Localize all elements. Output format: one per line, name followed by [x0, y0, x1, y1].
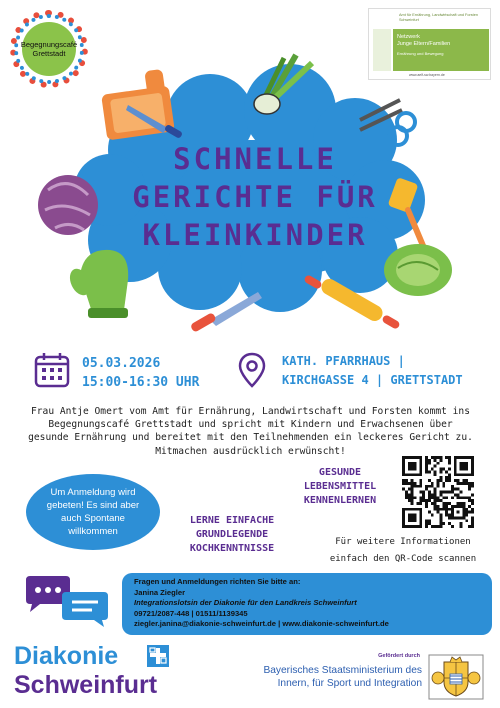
qr-caption-line2: einfach den QR-Code scannen	[329, 554, 477, 564]
event-place-line1: KATH. PFARRHAUS |	[282, 354, 405, 368]
netzwerk-title-line2: Junge Eltern/Familien	[397, 40, 451, 47]
calendar-icon	[34, 352, 70, 388]
ministry-line1: Bayerisches Staatsministerium des	[263, 665, 422, 676]
funded-by-label: Gefördert durch	[378, 653, 420, 659]
diakonie-logo	[14, 642, 214, 700]
logo-text-line2: Grettstadt	[32, 49, 66, 58]
qr-code[interactable]	[402, 456, 474, 528]
netzwerk-url: www.aelf-sw.bayern.de	[409, 73, 445, 77]
event-time: 15:00-16:30 UHR	[82, 375, 200, 390]
diakonie-cross-icon	[147, 645, 169, 667]
diakonie-brand-line1: Diakonie	[14, 642, 119, 670]
location-pin-icon	[238, 352, 266, 390]
tag-cooking-line2: GRUNDLEGENDE	[195, 529, 269, 540]
tag-cooking-line3: KOCHKENNTNISSE	[189, 543, 275, 554]
tag-healthy-line2: LEBENSMITTEL	[303, 481, 377, 492]
registration-note	[26, 474, 160, 550]
qr-caption-line1: Für weitere Informationen	[335, 537, 471, 547]
event-datetime	[82, 354, 222, 392]
contact-email-web[interactable]: ziegler.janina@diakonie-schweinfurt.de | www.diakonie-schweinfurt.de	[134, 619, 389, 629]
registration-note-text: Um Anmeldung wird gebeten! Es sind aber auch Spontane willkommen	[46, 487, 140, 537]
tag-cooking-line1: LERNE EINFACHE	[189, 515, 275, 526]
headline-line3: KLEINKINDER	[142, 218, 368, 252]
netzwerk-authority-line2: Schweinfurt	[399, 17, 419, 22]
contact-intro: Fragen und Anmeldungen richten Sie bitte an:	[134, 577, 301, 586]
headline	[110, 140, 400, 254]
logo-text-line1: Begegnungscafé	[20, 40, 78, 49]
netzwerk-authority-line1: Amt für Ernährung, Landwirtschaft und Forsten	[399, 13, 478, 17]
diakonie-brand-line2: Schweinfurt	[14, 671, 158, 699]
netzwerk-subtitle: Ernährung und Bewegung	[397, 51, 444, 56]
event-date: 05.03.2026	[82, 356, 161, 371]
oven-mitt-icon	[66, 250, 128, 318]
bavarian-coat-of-arms-icon	[428, 654, 484, 700]
contact-phone: 09721/2087-448 | 01511/1139345	[134, 608, 248, 618]
headline-line2: GERICHTE FÜR	[132, 180, 378, 214]
tag-healthy-line1: GESUNDE	[318, 467, 362, 478]
contact-details	[134, 577, 484, 630]
red-cabbage-icon	[38, 175, 98, 235]
event-place-line2: KIRCHGASSE 4 | GRETTSTADT	[282, 373, 463, 387]
contact-name: Janina Ziegler	[134, 587, 186, 597]
contact-role: Integrationslotsin der Diakonie für den Landkreis Schweinfurt	[134, 598, 357, 608]
speech-bubbles-icon	[22, 574, 112, 628]
ministry-line2: Innern, für Sport und Integration	[277, 677, 422, 689]
intro-text: Frau Antje Omert vom Amt für Ernährung, Landwirtschaft und Forsten kommt ins Begegnungscafé Grettstadt und spricht mit Kindern und Erwachsenen über gesunde Ernährung und bereitet mit den Teilnehmenden ein leckeres Gericht zu. Mitmachen ausdrücklich erwünscht!	[28, 406, 473, 457]
ministry-name	[232, 665, 422, 690]
tag-healthy-food	[280, 466, 400, 508]
headline-line1: SCHNELLE	[173, 142, 337, 176]
event-location	[282, 352, 482, 390]
tag-cooking-skills	[172, 514, 292, 556]
netzwerk-title-line1: Netzwerk	[397, 34, 420, 40]
qr-caption	[318, 534, 488, 568]
tag-healthy-line3: KENNENLERNEN	[303, 495, 377, 506]
